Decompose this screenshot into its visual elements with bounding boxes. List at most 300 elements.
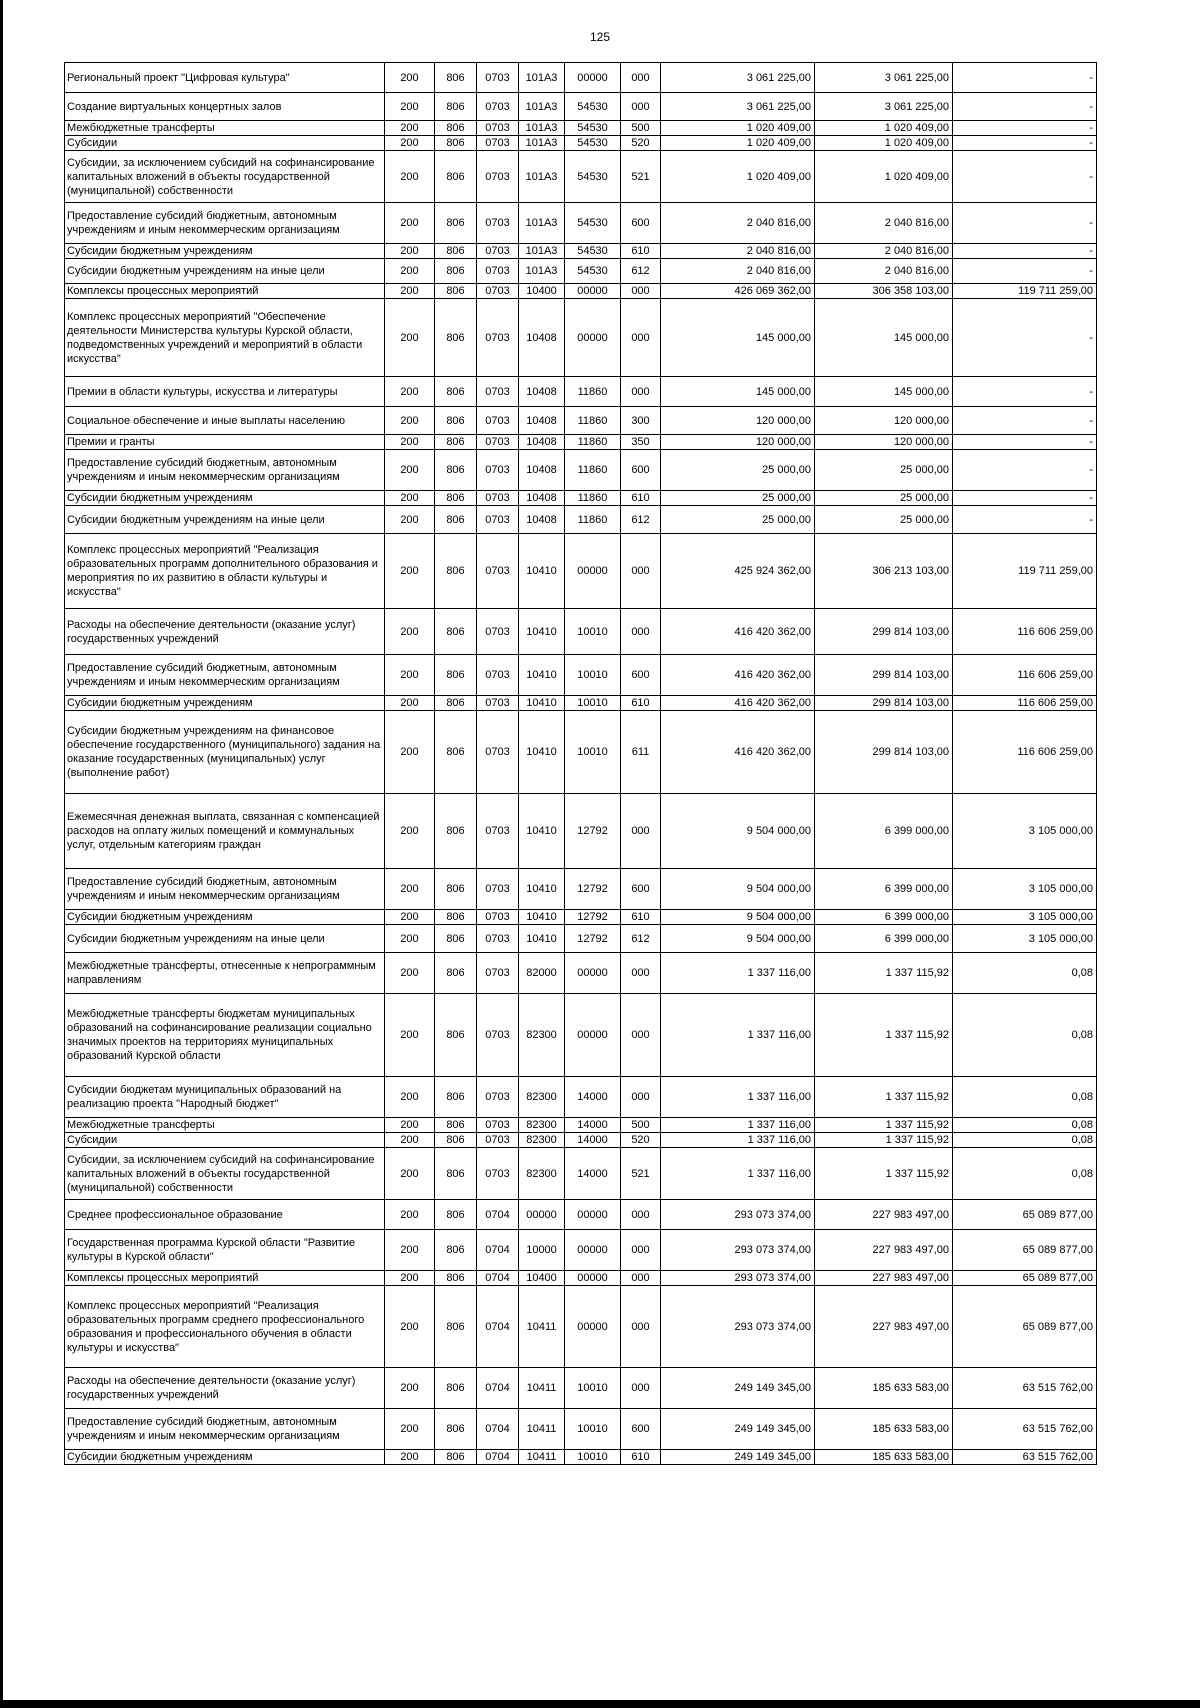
row-name: Премии в области культуры, искусства и литературы <box>65 377 385 407</box>
row-remaining-amount: - <box>953 491 1097 506</box>
row-program-code: 101А3 <box>519 121 565 136</box>
row-remaining-amount: - <box>953 151 1097 203</box>
row-expense-type: 000 <box>621 93 661 121</box>
row-direction-code: 00000 <box>565 534 621 609</box>
row-direction-code: 11860 <box>565 377 621 407</box>
table-row <box>65 151 1097 203</box>
scan-border-bottom <box>0 1700 1200 1708</box>
row-direction-code: 54530 <box>565 93 621 121</box>
row-status-code: 200 <box>385 1077 435 1118</box>
row-status-code: 200 <box>385 1271 435 1286</box>
row-status-code: 200 <box>385 377 435 407</box>
row-executed-amount: 1 337 115,92 <box>815 994 953 1077</box>
row-remaining-amount: 63 515 762,00 <box>953 1368 1097 1409</box>
row-status-code: 200 <box>385 953 435 994</box>
table-row <box>65 910 1097 925</box>
row-direction-code: 00000 <box>565 284 621 299</box>
row-program-code: 10411 <box>519 1409 565 1450</box>
row-section-code: 0703 <box>477 121 519 136</box>
row-section-code: 0703 <box>477 711 519 794</box>
row-ministry-code: 806 <box>435 1286 477 1368</box>
table-row <box>65 407 1097 435</box>
row-name: Расходы на обеспечение деятельности (оказание услуг) государственных учреждений <box>65 609 385 655</box>
row-status-code: 200 <box>385 506 435 534</box>
row-expense-type: 000 <box>621 63 661 93</box>
row-planned-amount: 1 337 116,00 <box>661 1077 815 1118</box>
row-ministry-code: 806 <box>435 259 477 284</box>
row-program-code: 10408 <box>519 435 565 450</box>
row-executed-amount: 306 213 103,00 <box>815 534 953 609</box>
row-name: Государственная программа Курской области "Развитие культуры в Курской области" <box>65 1230 385 1271</box>
row-expense-type: 000 <box>621 953 661 994</box>
table-row <box>65 506 1097 534</box>
row-planned-amount: 3 061 225,00 <box>661 93 815 121</box>
row-expense-type: 520 <box>621 136 661 151</box>
row-program-code: 82300 <box>519 1133 565 1148</box>
row-status-code: 200 <box>385 284 435 299</box>
row-direction-code: 00000 <box>565 1200 621 1230</box>
row-ministry-code: 806 <box>435 794 477 869</box>
row-section-code: 0704 <box>477 1230 519 1271</box>
table-row <box>65 925 1097 953</box>
table-row <box>65 711 1097 794</box>
row-status-code: 200 <box>385 655 435 696</box>
row-remaining-amount: 116 606 259,00 <box>953 696 1097 711</box>
row-remaining-amount: - <box>953 93 1097 121</box>
row-section-code: 0703 <box>477 259 519 284</box>
row-expense-type: 350 <box>621 435 661 450</box>
row-section-code: 0703 <box>477 1077 519 1118</box>
row-section-code: 0703 <box>477 655 519 696</box>
row-ministry-code: 806 <box>435 655 477 696</box>
row-ministry-code: 806 <box>435 1450 477 1465</box>
row-expense-type: 000 <box>621 299 661 377</box>
row-ministry-code: 806 <box>435 1271 477 1286</box>
row-section-code: 0703 <box>477 910 519 925</box>
row-direction-code: 11860 <box>565 435 621 450</box>
row-direction-code: 00000 <box>565 299 621 377</box>
table-row <box>65 284 1097 299</box>
row-expense-type: 000 <box>621 1368 661 1409</box>
row-planned-amount: 426 069 362,00 <box>661 284 815 299</box>
row-remaining-amount: 63 515 762,00 <box>953 1450 1097 1465</box>
row-name: Субсидии бюджетным учреждениям на иные цели <box>65 259 385 284</box>
row-expense-type: 600 <box>621 450 661 491</box>
row-planned-amount: 25 000,00 <box>661 506 815 534</box>
row-planned-amount: 293 073 374,00 <box>661 1286 815 1368</box>
row-status-code: 200 <box>385 450 435 491</box>
table-row <box>65 1077 1097 1118</box>
row-executed-amount: 227 983 497,00 <box>815 1200 953 1230</box>
row-remaining-amount: 65 089 877,00 <box>953 1271 1097 1286</box>
row-section-code: 0703 <box>477 925 519 953</box>
table-row <box>65 244 1097 259</box>
row-planned-amount: 1 020 409,00 <box>661 151 815 203</box>
row-executed-amount: 1 337 115,92 <box>815 953 953 994</box>
row-ministry-code: 806 <box>435 1148 477 1200</box>
table-row <box>65 794 1097 869</box>
table-row <box>65 299 1097 377</box>
row-remaining-amount: - <box>953 63 1097 93</box>
row-program-code: 00000 <box>519 1200 565 1230</box>
table-row <box>65 609 1097 655</box>
row-executed-amount: 1 020 409,00 <box>815 121 953 136</box>
row-direction-code: 14000 <box>565 1118 621 1133</box>
row-planned-amount: 249 149 345,00 <box>661 1450 815 1465</box>
row-planned-amount: 1 020 409,00 <box>661 121 815 136</box>
row-remaining-amount: - <box>953 259 1097 284</box>
page-number: 125 <box>589 30 611 44</box>
row-executed-amount: 25 000,00 <box>815 506 953 534</box>
row-expense-type: 000 <box>621 1271 661 1286</box>
table-row <box>65 136 1097 151</box>
row-expense-type: 610 <box>621 910 661 925</box>
row-planned-amount: 416 420 362,00 <box>661 655 815 696</box>
row-program-code: 10000 <box>519 1230 565 1271</box>
row-name: Субсидии <box>65 136 385 151</box>
row-program-code: 10408 <box>519 506 565 534</box>
row-executed-amount: 299 814 103,00 <box>815 711 953 794</box>
row-program-code: 10410 <box>519 609 565 655</box>
row-expense-type: 600 <box>621 1409 661 1450</box>
row-ministry-code: 806 <box>435 609 477 655</box>
row-program-code: 82000 <box>519 953 565 994</box>
row-remaining-amount: 119 711 259,00 <box>953 534 1097 609</box>
row-direction-code: 12792 <box>565 925 621 953</box>
row-remaining-amount: - <box>953 506 1097 534</box>
row-section-code: 0703 <box>477 244 519 259</box>
row-expense-type: 000 <box>621 1077 661 1118</box>
row-expense-type: 300 <box>621 407 661 435</box>
row-program-code: 10410 <box>519 910 565 925</box>
row-executed-amount: 227 983 497,00 <box>815 1230 953 1271</box>
row-direction-code: 00000 <box>565 953 621 994</box>
row-planned-amount: 145 000,00 <box>661 299 815 377</box>
row-planned-amount: 1 020 409,00 <box>661 136 815 151</box>
row-direction-code: 10010 <box>565 711 621 794</box>
row-program-code: 10411 <box>519 1450 565 1465</box>
row-status-code: 200 <box>385 244 435 259</box>
row-section-code: 0703 <box>477 609 519 655</box>
row-name: Комплекс процессных мероприятий "Обеспечение деятельности Министерства культуры Курской области, подведомственных учреждений и мероприятий в области искусства" <box>65 299 385 377</box>
table-row <box>65 1133 1097 1148</box>
row-executed-amount: 120 000,00 <box>815 435 953 450</box>
row-executed-amount: 3 061 225,00 <box>815 93 953 121</box>
row-direction-code: 10010 <box>565 696 621 711</box>
row-ministry-code: 806 <box>435 711 477 794</box>
row-program-code: 10410 <box>519 696 565 711</box>
row-direction-code: 12792 <box>565 869 621 910</box>
row-name: Субсидии бюджетным учреждениям на иные цели <box>65 925 385 953</box>
row-name: Ежемесячная денежная выплата, связанная с компенсацией расходов на оплату жилых помещений и коммунальных услуг, отдельным категориям граждан <box>65 794 385 869</box>
row-executed-amount: 145 000,00 <box>815 299 953 377</box>
row-name: Предоставление субсидий бюджетным, автономным учреждениям и иным некоммерческим организациям <box>65 450 385 491</box>
row-section-code: 0703 <box>477 534 519 609</box>
table-row <box>65 491 1097 506</box>
row-status-code: 200 <box>385 1368 435 1409</box>
row-name: Предоставление субсидий бюджетным, автономным учреждениям и иным некоммерческим организациям <box>65 655 385 696</box>
row-planned-amount: 120 000,00 <box>661 407 815 435</box>
row-expense-type: 520 <box>621 1133 661 1148</box>
row-section-code: 0703 <box>477 506 519 534</box>
table-row <box>65 259 1097 284</box>
row-status-code: 200 <box>385 121 435 136</box>
row-ministry-code: 806 <box>435 534 477 609</box>
row-status-code: 200 <box>385 794 435 869</box>
row-section-code: 0704 <box>477 1409 519 1450</box>
row-planned-amount: 293 073 374,00 <box>661 1271 815 1286</box>
row-remaining-amount: 3 105 000,00 <box>953 869 1097 910</box>
row-status-code: 200 <box>385 609 435 655</box>
row-direction-code: 00000 <box>565 1271 621 1286</box>
row-program-code: 101А3 <box>519 136 565 151</box>
row-expense-type: 612 <box>621 925 661 953</box>
row-planned-amount: 249 149 345,00 <box>661 1368 815 1409</box>
row-planned-amount: 120 000,00 <box>661 435 815 450</box>
row-ministry-code: 806 <box>435 925 477 953</box>
row-executed-amount: 299 814 103,00 <box>815 609 953 655</box>
row-expense-type: 500 <box>621 1118 661 1133</box>
row-status-code: 200 <box>385 203 435 244</box>
row-program-code: 10408 <box>519 450 565 491</box>
row-expense-type: 000 <box>621 609 661 655</box>
row-program-code: 10408 <box>519 407 565 435</box>
row-ministry-code: 806 <box>435 63 477 93</box>
row-remaining-amount: 0,08 <box>953 994 1097 1077</box>
row-remaining-amount: 65 089 877,00 <box>953 1286 1097 1368</box>
row-planned-amount: 9 504 000,00 <box>661 910 815 925</box>
row-status-code: 200 <box>385 136 435 151</box>
row-ministry-code: 806 <box>435 203 477 244</box>
row-ministry-code: 806 <box>435 121 477 136</box>
row-status-code: 200 <box>385 1286 435 1368</box>
row-planned-amount: 1 337 116,00 <box>661 1118 815 1133</box>
row-direction-code: 10010 <box>565 1450 621 1465</box>
row-executed-amount: 185 633 583,00 <box>815 1368 953 1409</box>
row-executed-amount: 1 020 409,00 <box>815 136 953 151</box>
row-remaining-amount: - <box>953 435 1097 450</box>
row-ministry-code: 806 <box>435 244 477 259</box>
table-row <box>65 1230 1097 1271</box>
row-program-code: 10410 <box>519 794 565 869</box>
row-executed-amount: 120 000,00 <box>815 407 953 435</box>
row-executed-amount: 299 814 103,00 <box>815 696 953 711</box>
table-row <box>65 534 1097 609</box>
table-row <box>65 1200 1097 1230</box>
table-row <box>65 121 1097 136</box>
row-planned-amount: 2 040 816,00 <box>661 203 815 244</box>
row-program-code: 82300 <box>519 1118 565 1133</box>
row-remaining-amount: 0,08 <box>953 1133 1097 1148</box>
row-remaining-amount: - <box>953 377 1097 407</box>
row-expense-type: 000 <box>621 534 661 609</box>
row-ministry-code: 806 <box>435 491 477 506</box>
row-ministry-code: 806 <box>435 299 477 377</box>
row-planned-amount: 1 337 116,00 <box>661 1133 815 1148</box>
row-status-code: 200 <box>385 407 435 435</box>
row-planned-amount: 1 337 116,00 <box>661 1148 815 1200</box>
row-executed-amount: 299 814 103,00 <box>815 655 953 696</box>
row-executed-amount: 1 337 115,92 <box>815 1118 953 1133</box>
row-program-code: 10408 <box>519 491 565 506</box>
row-section-code: 0703 <box>477 953 519 994</box>
row-program-code: 101А3 <box>519 259 565 284</box>
row-remaining-amount: - <box>953 136 1097 151</box>
row-name: Создание виртуальных концертных залов <box>65 93 385 121</box>
table-row <box>65 377 1097 407</box>
row-planned-amount: 145 000,00 <box>661 377 815 407</box>
row-planned-amount: 416 420 362,00 <box>661 711 815 794</box>
row-remaining-amount: 119 711 259,00 <box>953 284 1097 299</box>
row-direction-code: 11860 <box>565 407 621 435</box>
row-status-code: 200 <box>385 910 435 925</box>
row-name: Среднее профессиональное образование <box>65 1200 385 1230</box>
row-ministry-code: 806 <box>435 953 477 994</box>
row-direction-code: 00000 <box>565 1286 621 1368</box>
row-remaining-amount: 0,08 <box>953 953 1097 994</box>
table-row <box>65 696 1097 711</box>
table-row <box>65 869 1097 910</box>
scan-border-left <box>0 0 3 1708</box>
row-direction-code: 54530 <box>565 136 621 151</box>
row-executed-amount: 306 358 103,00 <box>815 284 953 299</box>
row-program-code: 101А3 <box>519 93 565 121</box>
row-ministry-code: 806 <box>435 1200 477 1230</box>
row-name: Межбюджетные трансферты, отнесенные к непрограммным направлениям <box>65 953 385 994</box>
row-direction-code: 10010 <box>565 655 621 696</box>
budget-table <box>64 62 1097 1465</box>
row-expense-type: 610 <box>621 696 661 711</box>
row-executed-amount: 1 337 115,92 <box>815 1148 953 1200</box>
row-status-code: 200 <box>385 1133 435 1148</box>
table-row <box>65 1271 1097 1286</box>
row-program-code: 10410 <box>519 534 565 609</box>
row-name: Субсидии бюджетным учреждениям <box>65 696 385 711</box>
row-name: Субсидии бюджетным учреждениям <box>65 244 385 259</box>
row-name: Предоставление субсидий бюджетным, автономным учреждениям и иным некоммерческим организациям <box>65 869 385 910</box>
row-section-code: 0704 <box>477 1286 519 1368</box>
row-ministry-code: 806 <box>435 284 477 299</box>
row-program-code: 10410 <box>519 869 565 910</box>
row-direction-code: 00000 <box>565 63 621 93</box>
row-name: Межбюджетные трансферты <box>65 1118 385 1133</box>
row-program-code: 10411 <box>519 1286 565 1368</box>
row-status-code: 200 <box>385 435 435 450</box>
row-program-code: 10410 <box>519 655 565 696</box>
table-row <box>65 450 1097 491</box>
row-status-code: 200 <box>385 93 435 121</box>
row-section-code: 0703 <box>477 377 519 407</box>
row-direction-code: 11860 <box>565 506 621 534</box>
row-status-code: 200 <box>385 1118 435 1133</box>
row-expense-type: 000 <box>621 284 661 299</box>
row-program-code: 82300 <box>519 1077 565 1118</box>
row-planned-amount: 293 073 374,00 <box>661 1230 815 1271</box>
row-ministry-code: 806 <box>435 1077 477 1118</box>
row-expense-type: 521 <box>621 151 661 203</box>
row-section-code: 0703 <box>477 491 519 506</box>
row-remaining-amount: - <box>953 450 1097 491</box>
row-expense-type: 000 <box>621 994 661 1077</box>
row-status-code: 200 <box>385 151 435 203</box>
row-direction-code: 14000 <box>565 1077 621 1118</box>
row-ministry-code: 806 <box>435 151 477 203</box>
row-direction-code: 10010 <box>565 1368 621 1409</box>
row-direction-code: 54530 <box>565 203 621 244</box>
row-remaining-amount: 116 606 259,00 <box>953 711 1097 794</box>
row-section-code: 0703 <box>477 696 519 711</box>
row-executed-amount: 227 983 497,00 <box>815 1286 953 1368</box>
row-section-code: 0703 <box>477 869 519 910</box>
row-remaining-amount: 116 606 259,00 <box>953 609 1097 655</box>
row-remaining-amount: 65 089 877,00 <box>953 1230 1097 1271</box>
row-status-code: 200 <box>385 1409 435 1450</box>
row-executed-amount: 3 061 225,00 <box>815 63 953 93</box>
row-remaining-amount: 3 105 000,00 <box>953 794 1097 869</box>
row-planned-amount: 1 337 116,00 <box>661 994 815 1077</box>
table-row <box>65 203 1097 244</box>
row-section-code: 0703 <box>477 136 519 151</box>
row-executed-amount: 185 633 583,00 <box>815 1409 953 1450</box>
row-section-code: 0703 <box>477 435 519 450</box>
row-remaining-amount: 3 105 000,00 <box>953 910 1097 925</box>
row-remaining-amount: - <box>953 121 1097 136</box>
row-status-code: 200 <box>385 1200 435 1230</box>
row-expense-type: 521 <box>621 1148 661 1200</box>
row-direction-code: 14000 <box>565 1133 621 1148</box>
row-remaining-amount: 0,08 <box>953 1148 1097 1200</box>
row-section-code: 0703 <box>477 1148 519 1200</box>
row-status-code: 200 <box>385 925 435 953</box>
row-executed-amount: 145 000,00 <box>815 377 953 407</box>
row-name: Региональный проект "Цифровая культура" <box>65 63 385 93</box>
row-remaining-amount: - <box>953 407 1097 435</box>
table-row <box>65 655 1097 696</box>
row-planned-amount: 2 040 816,00 <box>661 259 815 284</box>
table-row <box>65 1148 1097 1200</box>
row-ministry-code: 806 <box>435 506 477 534</box>
row-planned-amount: 425 924 362,00 <box>661 534 815 609</box>
row-section-code: 0703 <box>477 994 519 1077</box>
row-program-code: 10410 <box>519 925 565 953</box>
row-ministry-code: 806 <box>435 377 477 407</box>
row-planned-amount: 25 000,00 <box>661 450 815 491</box>
row-remaining-amount: - <box>953 299 1097 377</box>
table-row <box>65 1368 1097 1409</box>
row-remaining-amount: - <box>953 203 1097 244</box>
row-section-code: 0703 <box>477 407 519 435</box>
row-name: Комплекс процессных мероприятий "Реализация образовательных программ дополнительного образования и мероприятия по их развитию в области культуры и искусства" <box>65 534 385 609</box>
row-section-code: 0703 <box>477 1118 519 1133</box>
row-ministry-code: 806 <box>435 1118 477 1133</box>
row-direction-code: 12792 <box>565 910 621 925</box>
row-name: Расходы на обеспечение деятельности (оказание услуг) государственных учреждений <box>65 1368 385 1409</box>
row-name: Премии и гранты <box>65 435 385 450</box>
row-section-code: 0703 <box>477 450 519 491</box>
row-ministry-code: 806 <box>435 910 477 925</box>
row-status-code: 200 <box>385 63 435 93</box>
row-name: Комплекс процессных мероприятий "Реализация образовательных программ среднего профессионального образования и профессионального обучения в области культуры и искусства" <box>65 1286 385 1368</box>
row-planned-amount: 1 337 116,00 <box>661 953 815 994</box>
row-direction-code: 10010 <box>565 609 621 655</box>
row-section-code: 0703 <box>477 63 519 93</box>
row-expense-type: 612 <box>621 506 661 534</box>
row-program-code: 101А3 <box>519 151 565 203</box>
row-planned-amount: 249 149 345,00 <box>661 1409 815 1450</box>
table-row <box>65 953 1097 994</box>
row-name: Субсидии бюджетным учреждениям <box>65 491 385 506</box>
row-name: Субсидии бюджетным учреждениям на иные цели <box>65 506 385 534</box>
